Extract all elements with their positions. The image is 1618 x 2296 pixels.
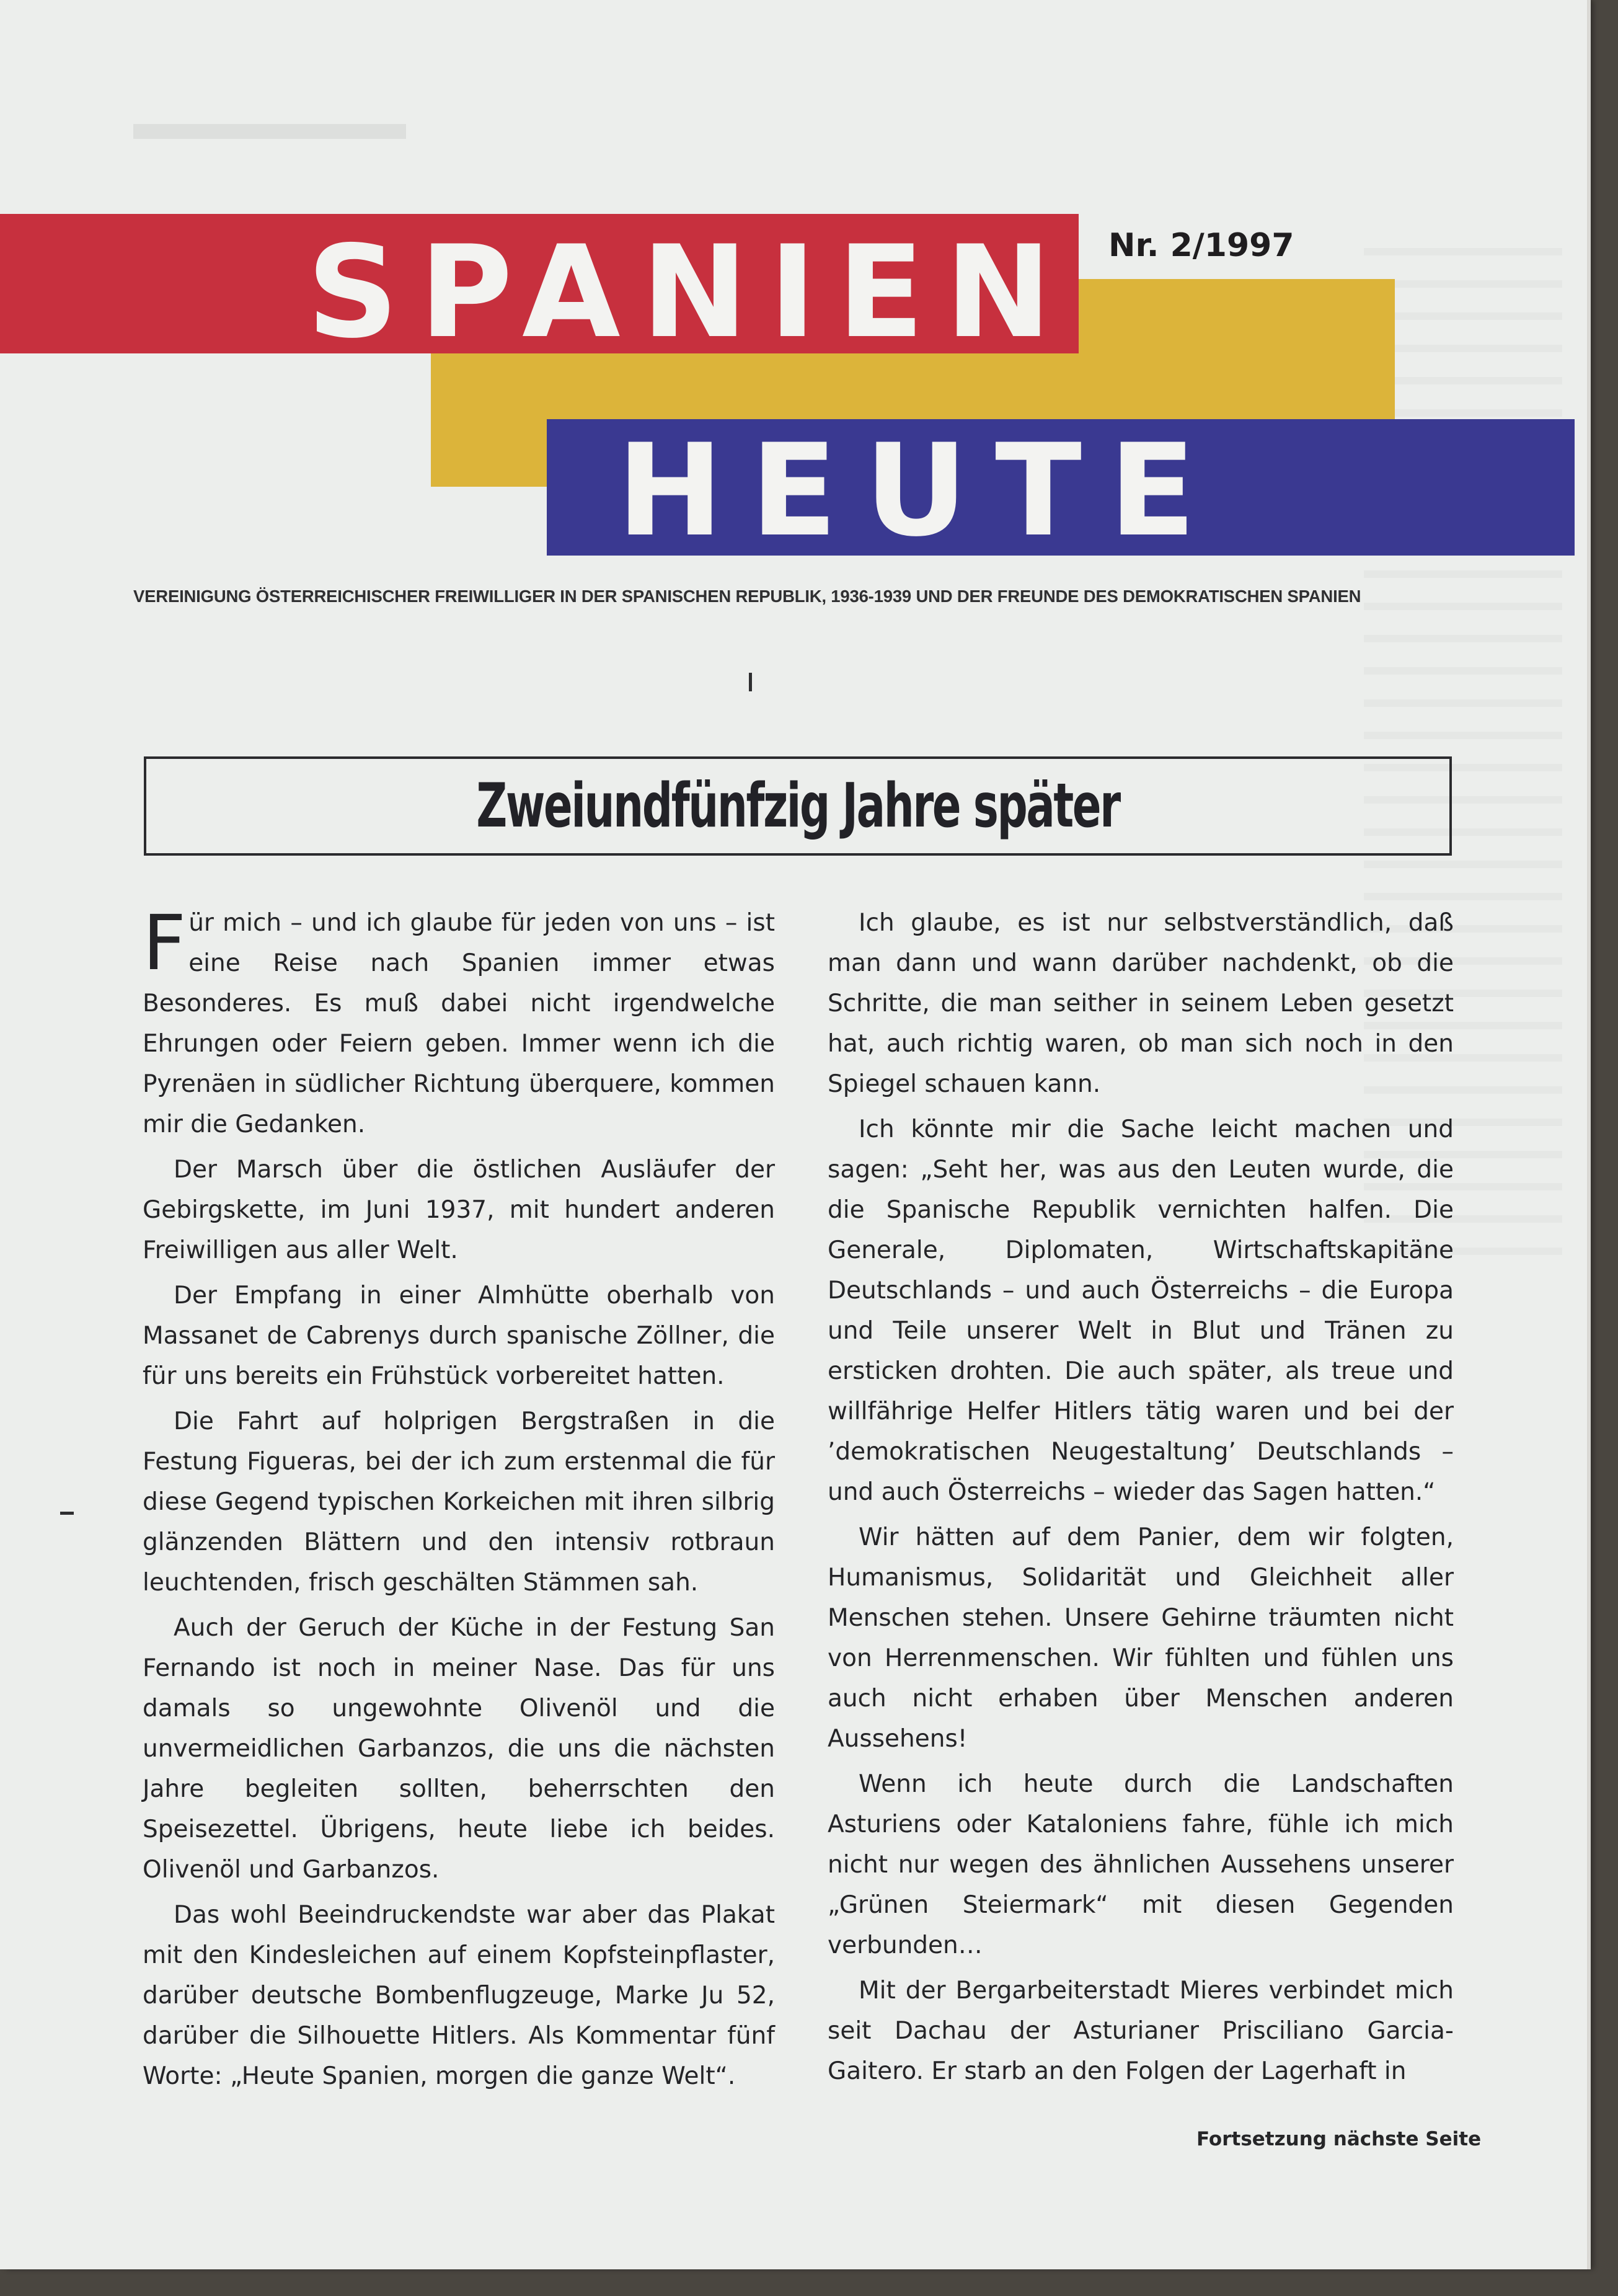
article-paragraph: Für mich – und ich glaube für jeden von uns – ist eine Reise nach Spanien immer etwas Besonderes. Es muß dabei nicht irgendwelche Ehrungen oder Feiern geben. Immer wenn ich die Pyrenäen in südlicher Richtung überquere, kommen mir die Gedanken.	[143, 899, 775, 1138]
article-column-right	[828, 903, 1454, 2096]
masthead-subtitle: VEREINIGUNG ÖSTERREICHISCHER FREIWILLIGER IN DER SPANISCHEN REPUBLIK, 1936-1939 UND DER FREUNDE DES DEMOKRATISCHEN SPANIEN	[133, 587, 1361, 606]
continued-note: Fortsetzung nächste Seite	[1196, 2128, 1482, 2150]
masthead-title-heute: HEUTE	[617, 417, 1223, 565]
drop-cap: F	[143, 899, 187, 987]
issue-number: Nr. 2/1997	[1108, 227, 1294, 264]
article-paragraph: Das wohl Beeindruckendste war aber das Plakat mit den Kindesleichen auf einem Kopfsteinpflaster, darüber deutsche Bombenflugzeuge, Marke Ju 52, darüber die Silhouette Hitlers. Als Kommentar fünf Worte: „Heute Spanien, morgen die ganze Welt“.	[143, 1901, 775, 2090]
stray-ink-mark	[60, 1512, 74, 1515]
masthead-title-spanien: SPANIEN	[307, 219, 1073, 366]
article-paragraph: Auch der Geruch der Küche in der Festung San Fernando ist noch in meiner Nase. Das für uns damals so ungewohnte Olivenöl und die unvermeidlichen Garbanzos, die uns die nächsten Jahre begleiten sollten, beherrschten den Speisezettel. Übrigens, heute liebe ich beides. Olivenöl und Garbanzos.	[143, 1614, 775, 1884]
article-headline: Zweiundfünfzig Jahre später	[476, 771, 1120, 841]
article-paragraph: Der Marsch über die östlichen Ausläufer der Gebirgskette, im Juni 1937, mit hundert anderen Freiwilligen aus aller Welt.	[143, 1156, 775, 1264]
article-paragraph: Wir hätten auf dem Panier, dem wir folgten, Humanismus, Solidarität und Gleichheit aller Menschen stehen. Unsere Gehirne träumten nicht von Herrenmenschen. Wir fühlten und fühlen uns auch nicht erhaben über Menschen anderen Aussehens!	[828, 1523, 1454, 1753]
article-paragraph: Wenn ich heute durch die Landschaften Asturiens oder Kataloniens fahre, fühle ich mich nicht nur wegen des ähnlichen Aussehens unserer „Grünen Steiermark“ mit diesen Gegenden verbunden…	[828, 1770, 1454, 1959]
article-paragraph: Ich könnte mir die Sache leicht machen und sagen: „Seht her, was aus den Leuten wurde, die die Spanische Republik vernichten halfen. Die Generale, Diplomaten, Wirtschaftskapitäne Deutschlands – und auch Österreichs – die Europa und Teile unserer Welt in Blut und Tränen zu ersticken drohten. Die auch später, als treue und willfährige Helfer Hitlers tätig waren und bei der ’demokratischen Neugestaltung’ Deutschlands – und auch Österreichs – wieder das Sagen hatten.“	[828, 1115, 1454, 1506]
article-paragraph: Mit der Bergarbeiterstadt Mieres verbindet mich seit Dachau der Asturianer Prisciliano Garcia-Gaitero. Er starb an den Folgen der Lagerhaft in	[828, 1977, 1454, 2085]
stray-ink-mark	[749, 673, 752, 691]
article-paragraph: Ich glaube, es ist nur selbstverständlich, daß man dann und wann darüber nachdenkt, ob die Schritte, die man seither in seinem Leben gesetzt hat, auch richtig waren, ob man sich noch in den Spiegel schauen kann.	[828, 909, 1454, 1098]
show-through-text	[133, 124, 406, 139]
article-paragraph: Der Empfang in einer Almhütte oberhalb von Massanet de Cabrenys durch spanische Zöllner, die für uns bereits ein Frühstück vorbereitet hatten.	[143, 1282, 775, 1390]
headline-box	[144, 756, 1452, 856]
article-column-left	[143, 899, 775, 2101]
article-paragraph: Die Fahrt auf holprigen Bergstraßen in die Festung Figueras, bei der ich zum erstenmal die für diese Gegend typischen Korkeichen mit ihren silbrig glänzenden Blättern und den intensiv rotbraun leuchtenden, frisch geschälten Stämmen sah.	[143, 1407, 775, 1597]
